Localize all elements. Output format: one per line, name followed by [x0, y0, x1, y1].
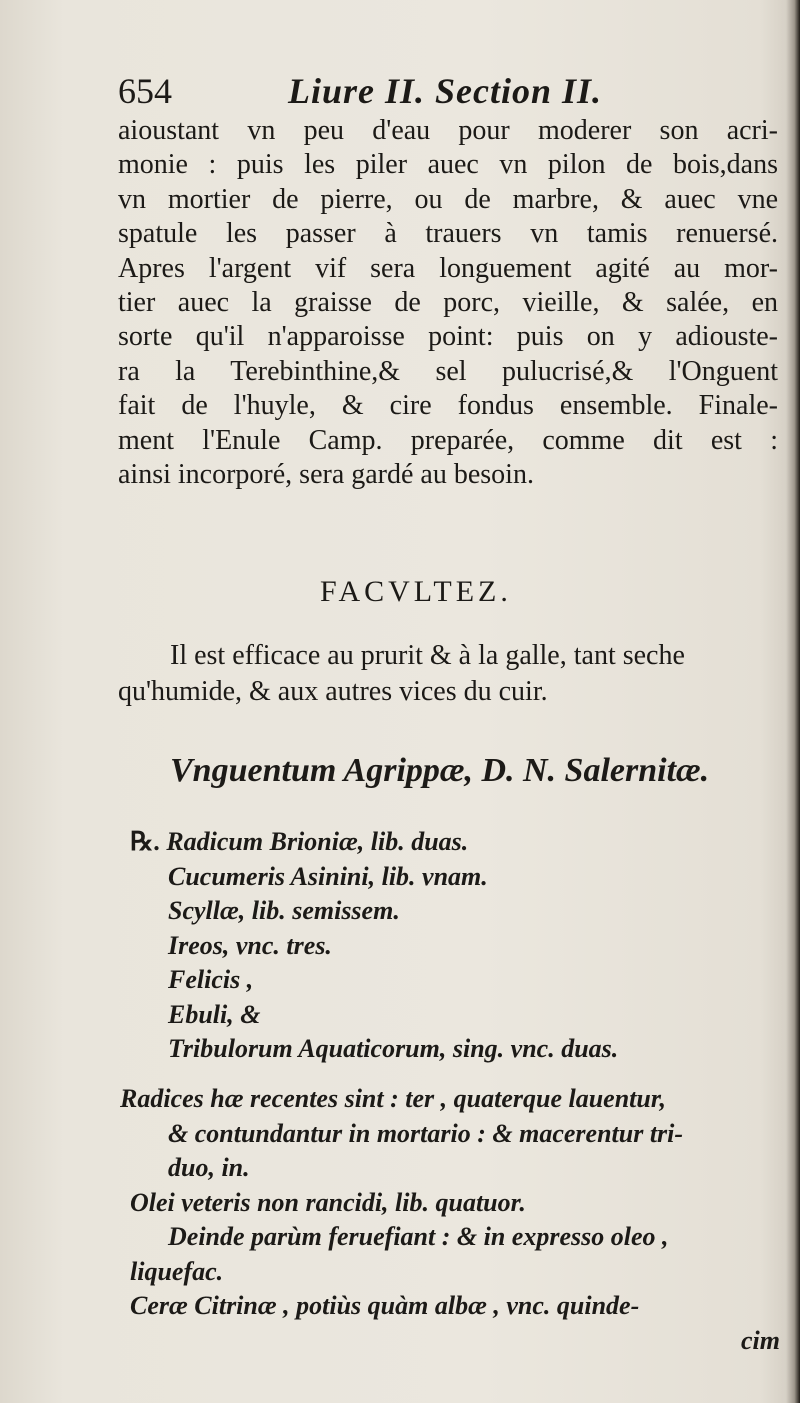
- ingredient-text: Radicum Brioniæ, lib. duas.: [166, 827, 469, 856]
- ingredient-line: Ebuli, &: [168, 999, 261, 1029]
- body-line: sorte qu'il n'apparoisse point: puis on y adiouste-: [118, 321, 778, 353]
- page-gutter-shadow: [786, 0, 800, 1403]
- body-line: Apres l'argent vif sera longuement agité au mor-: [118, 252, 778, 284]
- ingredient-line: Scyllæ, lib. semissem.: [168, 896, 400, 925]
- faculty-line: Il est efficace au prurit & à la galle, tant seche: [170, 640, 685, 671]
- faculty-line: qu'humide, & aux autres vices du cuir.: [118, 676, 548, 707]
- instruction-line: Radices hæ recentes sint : ter , quaterque lauentur,: [120, 1084, 667, 1113]
- ingredient-line: Cucumeris Asinini, lib. vnam.: [168, 861, 488, 891]
- faculty-paragraph: [118, 638, 778, 710]
- recipe-symbol: ℞.: [130, 827, 160, 856]
- page-number: 654: [118, 71, 172, 111]
- body-line: ment l'Enule Camp. preparée, comme dit est :: [118, 424, 778, 456]
- instruction-line: Deinde parùm feruefiant : & in expresso oleo ,: [168, 1222, 669, 1251]
- ingredient-line: [130, 825, 780, 860]
- body-line: aioustant vn peu d'eau pour moderer son acri-: [118, 115, 778, 146]
- recipe-title: Vnguentum Agrippæ, D. N. Salernitæ.: [170, 752, 710, 789]
- ingredient-list: [130, 825, 780, 1067]
- body-line: monie : puis les piler auec vn pilon de bois,dans: [118, 149, 778, 181]
- body-line: spatule les passer à trauers vn tamis renuersé.: [118, 218, 778, 250]
- instruction-line: liquefac.: [130, 1256, 224, 1286]
- body-line: ainsi incorporé, sera gardé au besoin.: [118, 459, 534, 491]
- section-heading: FACVLTEZ.: [320, 575, 512, 608]
- body-line: tier auec la graisse de porc, vieille, & salée, en: [118, 287, 778, 319]
- ingredient-line: Ireos, vnc. tres.: [168, 930, 332, 960]
- running-title: Liure II. Section II.: [288, 71, 603, 111]
- recipe-instructions: [120, 1082, 780, 1358]
- instruction-line: cim: [741, 1325, 780, 1355]
- instruction-line: duo, in.: [168, 1153, 250, 1182]
- body-line: vn mortier de pierre, ou de marbre, & auec vne: [118, 183, 778, 215]
- instruction-line: Olei veteris non rancidi, lib. quatuor.: [130, 1187, 526, 1217]
- body-paragraph: [118, 114, 778, 492]
- ingredient-line: Felicis ,: [168, 965, 254, 994]
- ingredient-line: Tribulorum Aquaticorum, sing. vnc. duas.: [168, 1034, 619, 1063]
- instruction-line: Ceræ Citrinæ , potiùs quàm albæ , vnc. quinde-: [130, 1291, 640, 1320]
- body-line: ra la Terebinthine,& sel pulucrisé,& l'Onguent: [118, 355, 778, 387]
- instruction-line: & contundantur in mortario : & macerentur tri-: [168, 1118, 684, 1148]
- page-header: [118, 70, 638, 116]
- body-line: fait de l'huyle, & cire fondus ensemble. Finale-: [118, 390, 778, 422]
